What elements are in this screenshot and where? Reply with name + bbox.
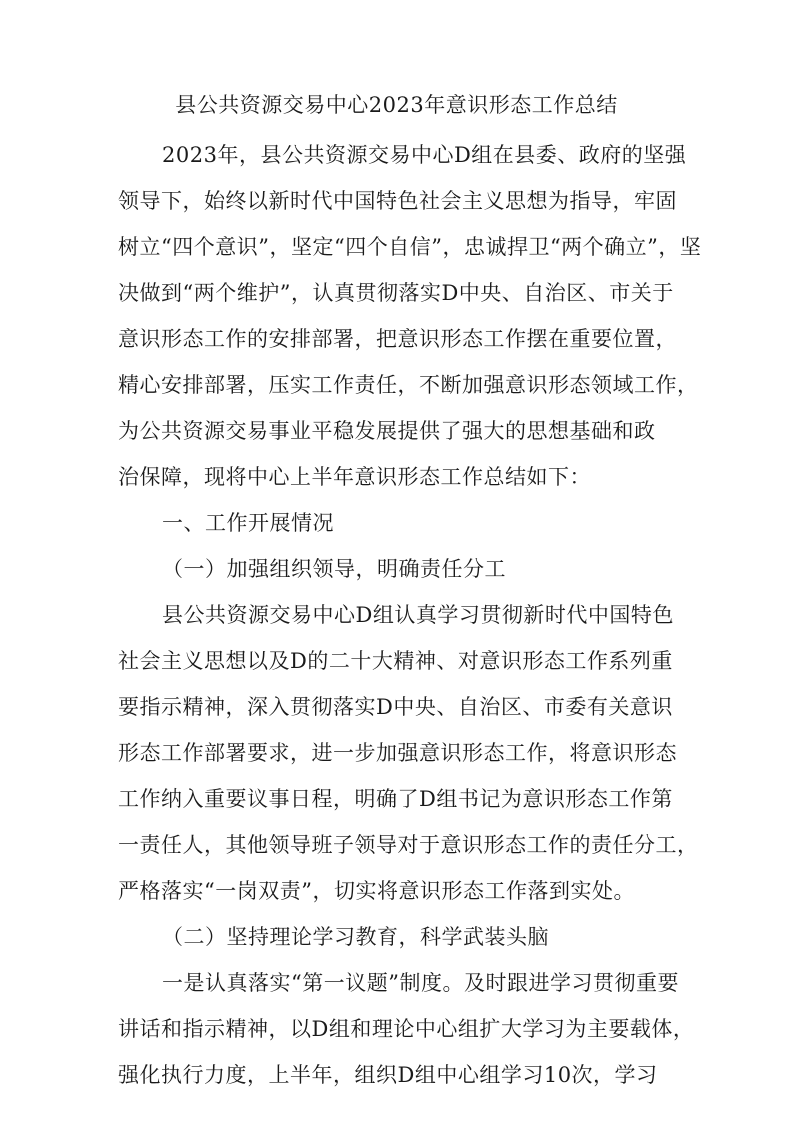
paragraph-line: 形态工作部署要求，进一步加强意识形态工作，将意识形态	[118, 741, 677, 765]
paragraph-line: 严格落实“一岗双责”，切实将意识形态工作落到实处。	[118, 879, 635, 903]
paragraph-line: 决做到“两个维护”，认真贯彻落实D中央、自治区、市关于	[118, 281, 674, 305]
paragraph-line: 强化执行力度，上半年，组织D组中心组学习10次，学习	[118, 1063, 658, 1087]
paragraph-line: 为公共资源交易事业平稳发展提供了强大的思想基础和政	[118, 419, 656, 443]
paragraph-line: 讲话和指示精神，以D组和理论中心组扩大学习为主要载体，	[118, 1017, 695, 1041]
subsection-heading: （二）坚持理论学习教育，科学武装头脑	[162, 925, 549, 949]
section-heading: 一、工作开展情况	[162, 511, 334, 535]
paragraph-line: 一责任人，其他领导班子领导对于意识形态工作的责任分工，	[118, 833, 699, 857]
paragraph-line: 社会主义思想以及D的二十大精神、对意识形态工作系列重	[118, 649, 673, 673]
paragraph-line: 精心安排部署，压实工作责任，不断加强意识形态领域工作，	[118, 373, 699, 397]
paragraph-line: 意识形态工作的安排部署，把意识形态工作摆在重要位置，	[118, 327, 677, 351]
paragraph-line: 县公共资源交易中心D组认真学习贯彻新时代中国特色	[162, 603, 674, 627]
paragraph-line: 2023年，县公共资源交易中心D组在县委、政府的坚强	[162, 143, 687, 167]
paragraph-line: 树立“四个意识”，坚定“四个自信”，忠诚捍卫“两个确立”，坚	[118, 235, 702, 259]
subsection-heading: （一）加强组织领导，明确责任分工	[162, 557, 506, 581]
paragraph-line: 治保障，现将中心上半年意识形态工作总结如下：	[118, 465, 591, 489]
paragraph-line: 领导下，始终以新时代中国特色社会主义思想为指导，牢固	[118, 189, 677, 213]
document-title: 县公共资源交易中心2023年意识形态工作总结	[175, 93, 618, 117]
paragraph-line: 要指示精神，深入贯彻落实D中央、自治区、市委有关意识	[118, 695, 673, 719]
paragraph-line: 一是认真落实“第一议题”制度。及时跟进学习贯彻重要	[162, 971, 679, 995]
paragraph-line: 工作纳入重要议事日程，明确了D组书记为意识形态工作第	[118, 787, 673, 811]
